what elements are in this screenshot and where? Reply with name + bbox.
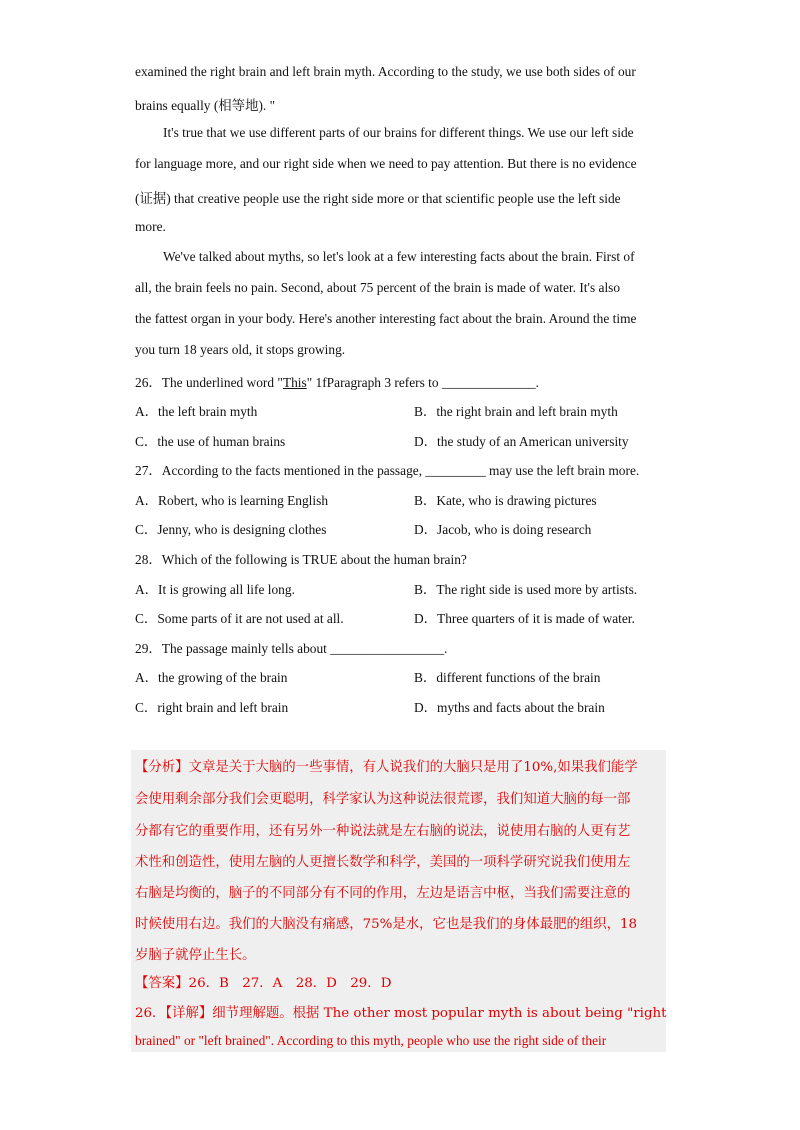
question-28-stem: 28．Which of the following is TRUE about the human brain? [135,552,467,567]
question-28-option-b: B．The right side is used more by artists. [414,582,638,597]
question-28-option-d: D．Three quarters of it is made of water. [414,611,635,626]
passage-line-8: all, the brain feels no pain. Second, about 75 percent of the brain is made of water. It's also [135,280,621,295]
question-26-stem-before: 26．The underlined word " [135,375,283,390]
question-27-option-c: C．Jenny, who is designing clothes [135,522,327,537]
question-27-option-d: D．Jacob, who is doing research [414,522,592,537]
analysis-line-6: 时候使用右边。我们的大脑没有痛感，75%是水，它也是我们的身体最肥的组织，18 [135,917,638,932]
passage-line-2: brains equally (相等地). " [135,98,276,113]
detail-line-2: brained" or "left brained". According to this myth, people who use the right side of their [135,1033,607,1048]
passage-line-6: more. [135,219,166,234]
passage-line-10: you turn 18 years old, it stops growing. [135,342,346,357]
analysis-line-7: 岁脑子就停止生长。 [135,948,256,963]
passage-line-7: We've talked about myths, so let's look at a few interesting facts about the brain. First of [163,249,635,264]
passage-line-9: the fattest organ in your body. Here's another interesting fact about the brain. Around the time [135,311,637,326]
question-26-option-a: A．the left brain myth [135,404,258,419]
analysis-line-3: 分都有它的重要作用，还有另外一种说法就是左右脑的说法，说使用右脑的人更有艺 [135,824,631,839]
question-26-option-d: D．the study of an American university [414,434,629,449]
passage-line-3: It's true that we use different parts of our brains for different things. We use our left side [163,125,634,140]
question-29-stem: 29．The passage mainly tells about _________________. [135,641,448,656]
passage-line-5: (证据) that creative people use the right side more or that scientific people use the left side [135,191,621,206]
question-27-stem: 27．According to the facts mentioned in the passage, _________ may use the left brain more. [135,463,640,478]
passage-line-4: for language more, and our right side when we need to pay attention. But there is no evidence [135,156,637,171]
question-28-option-c: C．Some parts of it are not used at all. [135,611,344,626]
passage-line-1: examined the right brain and left brain myth. According to the study, we use both sides of our [135,64,636,79]
detail-line-1: 26．【详解】细节理解题。根据 The other most popular myth is about being "right [135,1006,667,1021]
question-27-option-a: A．Robert, who is learning English [135,493,329,508]
question-26-option-c: C．the use of human brains [135,434,286,449]
question-28-option-a: A．It is growing all life long. [135,582,295,597]
question-26-underlined-word: This [282,375,307,390]
analysis-line-2: 会使用剩余部分我们会更聪明，科学家认为这种说法很荒谬，我们知道大脑的每一部 [135,792,631,807]
question-29-option-c: C．right brain and left brain [135,700,289,715]
question-26-stem-after: " 1fParagraph 3 refers to ______________. [306,375,540,390]
question-29-option-a: A．the growing of the brain [135,670,288,685]
question-26-stem [135,372,539,391]
question-26-option-b: B．the right brain and left brain myth [414,404,618,419]
question-29-option-d: D．myths and facts about the brain [414,700,605,715]
question-29-option-b: B．different functions of the brain [414,670,601,685]
answer-line: 【答案】26．B 27．A 28．D 29．D [135,976,392,991]
question-27-option-b: B．Kate, who is drawing pictures [414,493,597,508]
analysis-line-1: 【分析】文章是关于大脑的一些事情，有人说我们的大脑只是用了10%,如果我们能学 [135,760,638,775]
analysis-line-5: 右脑是均衡的，脑子的不同部分有不同的作用，左边是语言中枢，当我们需要注意的 [135,886,631,901]
analysis-line-4: 术性和创造性，使用左脑的人更擅长数学和科学，美国的一项科学研究说我们使用左 [135,855,631,870]
